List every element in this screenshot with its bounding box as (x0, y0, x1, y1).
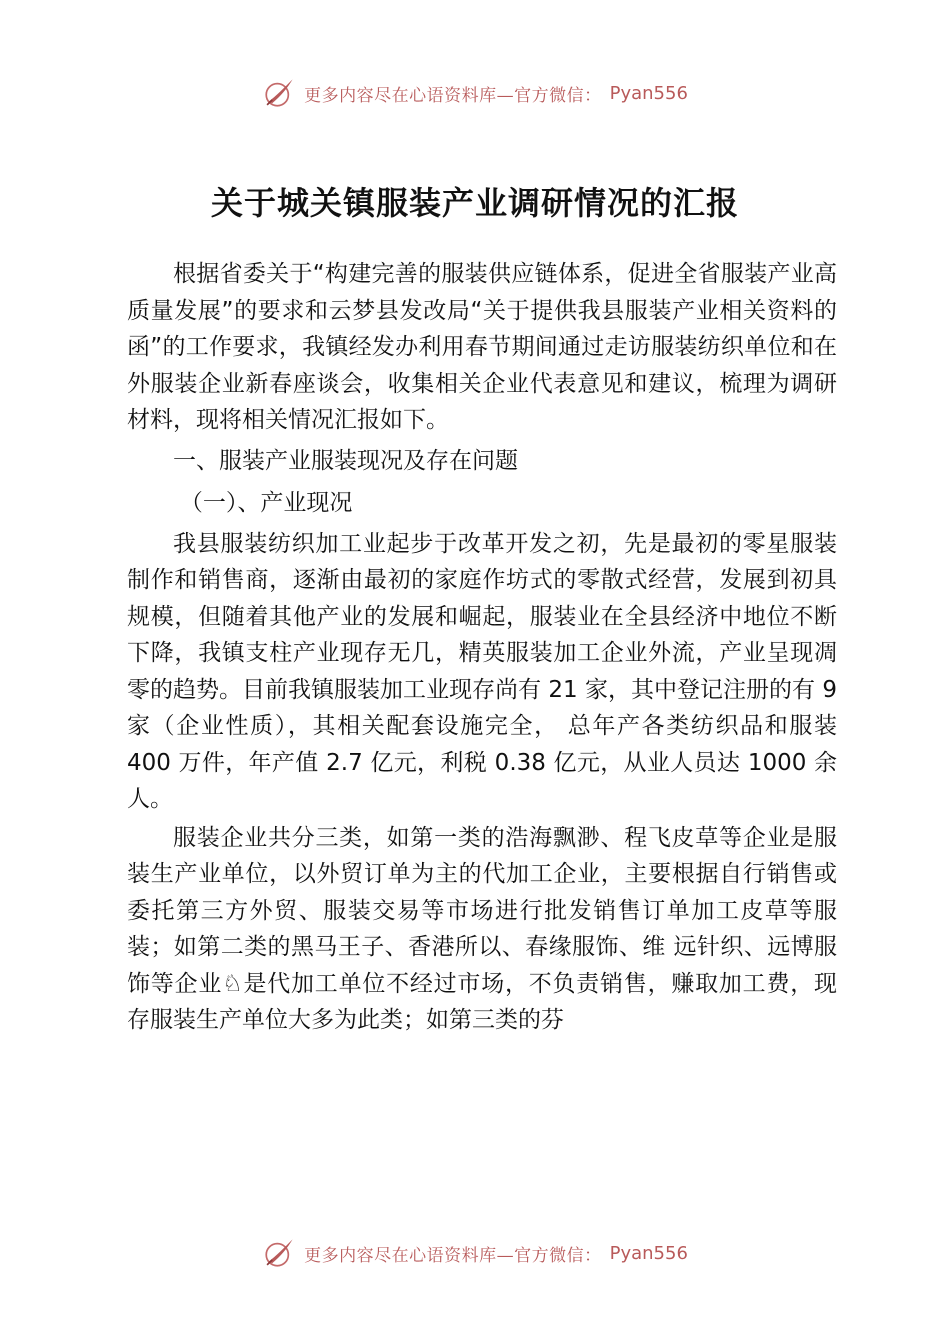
body-paragraph: 服装企业共分三类，如第一类的浩海飘渺、程飞皮草等企业是服装生产业单位，以外贸订单为主的代加工企业，主要根据自行销售或委托第三方外贸、服装交易等市场进行批发销售订单加工皮草等服装；如第二类的黑马王子、香港所以、春缘服饰、维 远针织、远博服饰等企业♘是代加工单位不经过市场，不负责销售，赚取加工费，现存服装生产单位大多为此类；如第三类的芬 (127, 824, 837, 1033)
quill-logo-icon (262, 1236, 296, 1270)
footer-watermark (0, 1236, 950, 1270)
watermark-wechat-id: Pyan556 (609, 82, 688, 104)
section-heading: 一、服装产业服装现况及存在问题 (173, 447, 518, 474)
document-body (127, 256, 837, 1041)
watermark-wechat-id: Pyan556 (609, 1242, 688, 1264)
quill-logo-icon (262, 76, 296, 110)
intro-paragraph: 根据省委关于“构建完善的服装供应链体系，促进全省服装产业高质量发展”的要求和云梦县发改局“关于提供我县服装产业相关资料的函”的工作要求，我镇经发办利用春节期间通过走访服装纺织单位和在外服装企业新春座谈会，收集相关企业代表意见和建议，梳理为调研材料，现将相关情况汇报如下。 (127, 261, 837, 433)
document-title: 关于城关镇服装产业调研情况的汇报 (210, 184, 739, 222)
watermark-text: 更多内容尽在心语资料库—官方微信： (304, 85, 602, 106)
watermark-text: 更多内容尽在心语资料库—官方微信： (304, 1245, 602, 1266)
body-paragraph: 我县服装纺织加工业起步于改革开发之初，先是最初的零星服装制作和销售商，逐渐由最初的家庭作坊式的零散式经营，发展到初具规模，但随着其他产业的发展和崛起，服装业在全县经济中地位不断下降，我镇支柱产业现存无几，精英服装加工企业外流，产业呈现凋零的趋势。目前我镇服装加工业现存尚有 21 家，其中登记注册的有 9 家（企业性质），其相关配套设施完全， 总年产各类纺织品和服装 400 万件，年产值 2.7 亿元，利税 0.38 亿元，从业人员达 1000 余人。 (127, 530, 837, 812)
subsection-heading: （一）、产业现况 (179, 490, 353, 516)
header-watermark (0, 76, 950, 110)
